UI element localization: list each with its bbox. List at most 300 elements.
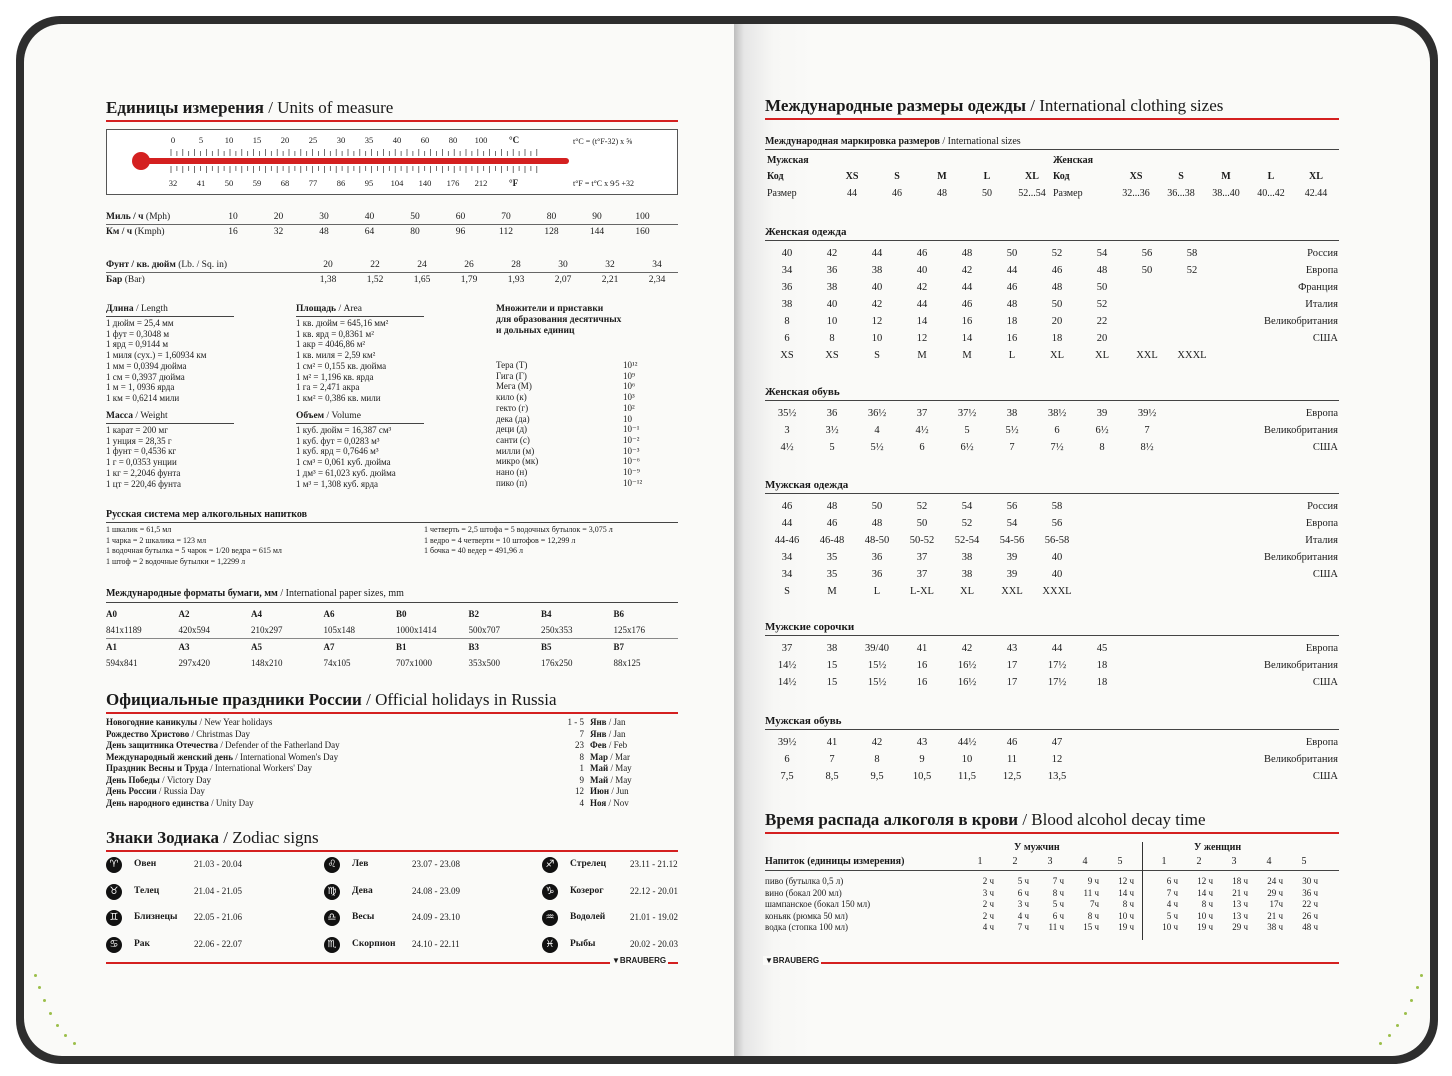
- women-clothes-cell: 58: [1186, 248, 1198, 259]
- zodiac-name: Водолей: [570, 912, 606, 922]
- mph-label: [106, 212, 170, 223]
- zodiac-dates: 24.10 - 22.11: [412, 938, 460, 949]
- decay-men-value: 19 ч: [1118, 922, 1134, 932]
- decay-women-label: У женщин: [1194, 842, 1242, 853]
- zodiac-8-icon: ♎: [324, 910, 340, 926]
- alcohol-item: 1 бочка = 40 ведер = 491,96 л: [424, 546, 524, 556]
- f-tick-label: 212: [474, 178, 488, 188]
- holiday-month: [590, 763, 632, 774]
- volume-item: 1 куб. фут = 0,0283 м³: [296, 435, 380, 446]
- mph-value: 40: [364, 212, 375, 222]
- men-shirts-cell: 14½: [777, 677, 797, 688]
- f-tick-label: 176: [446, 178, 460, 188]
- women-clothes-cell: 54: [1096, 248, 1108, 259]
- women-shoes-cell: 37: [916, 408, 928, 419]
- women-clothes-country: США: [1312, 333, 1338, 344]
- mph-value: 20: [273, 212, 284, 222]
- decay-women-value: 13 ч: [1232, 899, 1248, 909]
- decay-women-value: 8 ч: [1201, 899, 1213, 909]
- paper-cell: B3: [468, 642, 480, 652]
- women-shoes-title: Женская обувь: [765, 386, 840, 398]
- men-shirts-cell: 16: [916, 677, 928, 688]
- women-clothes-cell: 56: [1141, 248, 1153, 259]
- men-shirts-cell: 15½: [867, 677, 887, 688]
- women-clothes-cell: 14: [961, 333, 973, 344]
- women-size: 42.44: [1304, 188, 1328, 199]
- men-code-label: Код: [767, 171, 784, 182]
- women-size: 38...40: [1212, 188, 1240, 199]
- mph-value: 80: [546, 212, 557, 222]
- zodiac-dates: 24.08 - 23.09: [412, 885, 460, 896]
- men-shoes-cell: 11: [1006, 754, 1018, 765]
- prefix-value: 10⁻²: [623, 434, 640, 445]
- corner-dot: [43, 999, 46, 1002]
- kmh-value: 80: [410, 227, 420, 237]
- holiday-name-bold: Международный женский день: [106, 751, 233, 762]
- alcohol-item: 1 четверть = 2,5 штофа = 5 водочных бутылок = 3,075 л: [424, 525, 613, 534]
- intl-title-light: / International sizes: [939, 136, 1021, 147]
- f-tick-label: 86: [336, 178, 346, 188]
- women-label: Женская: [1053, 155, 1094, 166]
- holiday-name-light: / Unity Day: [208, 797, 254, 808]
- men-shoes-cell: 12,5: [1002, 771, 1022, 782]
- women-clothes-cell: L: [1008, 350, 1016, 361]
- men-shirts-cell: 17½: [1047, 677, 1067, 688]
- women-shoes-cell: 36½: [867, 408, 887, 419]
- length-rule: [106, 316, 234, 317]
- decay-men-value: 7 ч: [1017, 922, 1029, 932]
- zodiac-9-icon: ♒: [542, 910, 558, 926]
- zodiac-12-icon: ♓: [542, 937, 558, 953]
- area-item: 1 кв. дюйм = 645,16 мм²: [296, 318, 389, 328]
- men-clothes-cell: 52: [961, 518, 973, 529]
- zodiac-2-icon: ♌: [324, 857, 340, 873]
- decay-women-value: 26 ч: [1302, 910, 1318, 921]
- holidays-heading: [106, 690, 557, 710]
- left-footer-rule: [106, 962, 678, 964]
- area-title: [296, 304, 362, 315]
- zodiac-name: Скорпион: [352, 938, 396, 949]
- decay-rule: [765, 870, 1339, 871]
- paper-cell: B7: [613, 642, 625, 652]
- holiday-name-bold: Рождество Христово: [106, 728, 190, 739]
- decay-women-value: 18 ч: [1232, 876, 1248, 886]
- paper-cell: A1: [106, 642, 117, 652]
- women-clothes-cell: 44: [961, 282, 973, 293]
- paper-cell: 88x125: [613, 658, 641, 668]
- paper-title-light: / International paper sizes, mm: [277, 588, 404, 599]
- men-shirts-cell: 18: [1096, 677, 1108, 688]
- men-clothes-cell: 52-54: [954, 535, 980, 546]
- bar-value: 1,38: [319, 275, 337, 285]
- decay-men-label: У мужчин: [1014, 842, 1060, 853]
- men-shirts-cell: 37: [781, 643, 793, 654]
- corner-dot: [34, 974, 37, 977]
- men-clothes-cell: 54: [961, 501, 973, 512]
- decay-women-value: 19 ч: [1197, 922, 1213, 932]
- mass-title: [106, 411, 168, 422]
- decay-women-value: 30 ч: [1302, 876, 1318, 886]
- mass-item: 1 карат = 200 мг: [106, 425, 168, 435]
- zodiac-dates: 23.11 - 21.12: [630, 859, 678, 869]
- men-clothes-cell: 48-50: [864, 535, 890, 546]
- length-item: 1 км = 0,6214 мили: [106, 392, 180, 403]
- speed-divider: [106, 224, 678, 225]
- paper-cell: 1000x1414: [396, 625, 437, 635]
- women-clothes-cell: 12: [871, 316, 883, 327]
- holiday-month-light: / May: [608, 774, 632, 785]
- paper-cell: A3: [178, 642, 190, 652]
- corner-dot: [73, 1042, 76, 1045]
- right-footer-rule: [765, 962, 1339, 964]
- women-clothes-cell: XXL: [1136, 350, 1158, 361]
- women-clothes-cell: 50: [1051, 299, 1063, 310]
- area-item: 1 кв. ярд = 0,8361 м²: [296, 328, 374, 339]
- women-clothes-cell: 42: [871, 299, 883, 310]
- mass-title-bold: Масса: [106, 411, 134, 421]
- bar-value: 2,21: [601, 275, 619, 285]
- men-shirts-cell: 18: [1096, 660, 1108, 671]
- decay-women-num: 3: [1231, 856, 1237, 867]
- holiday-day: 8: [579, 751, 584, 762]
- men-shoes-cell: 11,5: [958, 771, 976, 782]
- zodiac-dates: 24.09 - 23.10: [412, 912, 460, 922]
- decay-men-num: 2: [1012, 856, 1018, 867]
- men-clothes-cell: 36: [871, 552, 883, 563]
- paper-cell: B5: [541, 642, 552, 652]
- zodiac-name: Лев: [352, 859, 369, 869]
- men-clothes-cell: 39: [1006, 552, 1018, 563]
- prefix-name: милли (м): [496, 445, 535, 456]
- holiday-month-bold: Май: [590, 763, 609, 773]
- decay-divider: [1142, 842, 1143, 940]
- women-clothes-title: Женская одежда: [765, 226, 847, 238]
- men-shoes-title: Мужская обувь: [765, 715, 842, 727]
- length-item: 1 миля (сух.) = 1,60934 км: [106, 350, 207, 361]
- women-clothes-cell: 52: [1051, 248, 1063, 259]
- prefix-name: дека (да): [496, 413, 530, 424]
- volume-title: [296, 411, 361, 422]
- men-clothes-country: Италия: [1305, 535, 1338, 546]
- f-tick-label: 104: [390, 178, 404, 188]
- holidays-heading-rule: [106, 712, 678, 714]
- decay-drink: водка (стопка 100 мл): [765, 922, 849, 932]
- decay-women-value: 7 ч: [1166, 887, 1178, 898]
- holiday-day: 9: [579, 774, 584, 785]
- men-clothes-cell: 46: [781, 501, 793, 512]
- zodiac-dates: 20.02 - 20.03: [630, 938, 678, 949]
- paper-title-bold: Международные форматы бумаги, мм: [106, 588, 278, 599]
- volume-title-light: / Volume: [324, 411, 361, 421]
- bar-value: 2,07: [554, 275, 572, 285]
- zodiac-name: Рак: [134, 938, 151, 949]
- men-shirts-cell: 42: [961, 643, 973, 654]
- men-clothes-cell: 37: [916, 569, 928, 580]
- men-clothes-country: Великобритания: [1264, 552, 1338, 563]
- kmh-value: 160: [635, 227, 650, 237]
- men-clothes-cell: 54-56: [999, 535, 1025, 546]
- men-clothes-cell: 36: [871, 569, 883, 580]
- zodiac-6-icon: ♑: [542, 884, 558, 900]
- kmh-value: 112: [499, 227, 513, 237]
- decay-men-value: 2 ч: [982, 910, 994, 921]
- women-code: XL: [1309, 171, 1323, 182]
- women-clothes-cell: S: [874, 350, 880, 361]
- c-tick-label: 0: [170, 135, 176, 145]
- men-shirts-cell: 16: [916, 660, 928, 671]
- notebook-cover: [16, 16, 1438, 1064]
- women-clothes-cell: 44: [916, 299, 928, 310]
- men-shirts-cell: 38: [826, 643, 838, 654]
- men-shirts-cell: 15½: [867, 660, 887, 671]
- women-clothes-cell: 10: [871, 333, 883, 344]
- men-clothes-cell: XXXL: [1042, 586, 1072, 597]
- prefix-name: кило (к): [496, 392, 527, 403]
- prefix-value: 10³: [623, 392, 635, 403]
- women-shoes-cell: 7: [1144, 425, 1150, 436]
- paper-cell: 74x105: [323, 658, 351, 668]
- prefix-value: 10⁹: [623, 370, 636, 381]
- area-title-light: / Area: [336, 304, 362, 314]
- decay-drink-header: Напиток (единицы измерения): [765, 856, 905, 867]
- psi-value: 24: [417, 260, 427, 270]
- decay-women-num: 5: [1301, 856, 1307, 867]
- bar-value: 1,65: [413, 275, 431, 285]
- paper-cell: 125x176: [613, 625, 645, 635]
- men-shoes-cell: 9,5: [870, 771, 884, 782]
- zodiac-name: Козерог: [570, 885, 604, 896]
- men-clothes-title: Мужская одежда: [765, 479, 849, 491]
- paper-cell: A4: [251, 609, 262, 619]
- decay-men-value: 4 ч: [982, 922, 994, 932]
- women-clothes-cell: M: [917, 350, 927, 361]
- men-code: M: [937, 171, 947, 182]
- women-clothes-cell: 14: [916, 316, 928, 327]
- zodiac-10-icon: ♋: [106, 937, 122, 953]
- decay-women-value: 22 ч: [1302, 899, 1318, 909]
- length-item: 1 фут = 0,3048 м: [106, 328, 170, 339]
- paper-rule: [106, 602, 678, 603]
- holiday-month: [590, 752, 630, 763]
- mass-rule: [106, 423, 234, 424]
- zodiac-4-icon: ♉: [106, 884, 122, 900]
- men-shirts-cell: 16½: [957, 660, 977, 671]
- women-clothes-cell: XXXL: [1177, 350, 1207, 361]
- men-clothes-cell: 54: [1006, 518, 1018, 529]
- holiday-month-bold: Ноя: [590, 797, 607, 808]
- women-clothes-cell: 40: [871, 282, 883, 293]
- holiday-name-light: / Defender of the Fatherland Day: [218, 740, 340, 750]
- paper-cell: 420x594: [178, 625, 210, 635]
- men-shoes-cell: 41: [826, 737, 838, 748]
- men-clothes-cell: 40: [1051, 552, 1063, 563]
- paper-cell: B6: [613, 609, 625, 619]
- area-rule: [296, 316, 424, 317]
- holiday-month-light: / Mar: [608, 751, 630, 762]
- paper-cell: 707x1000: [396, 658, 432, 668]
- prefix-name: санти (с): [496, 434, 530, 445]
- women-shoes-cell: 8: [1099, 442, 1105, 453]
- zodiac-heading-rule: [106, 850, 678, 852]
- decay-women-value: 48 ч: [1302, 922, 1318, 932]
- men-shoes-cell: 7: [829, 754, 835, 765]
- prefix-name: микро (мк): [496, 456, 539, 467]
- c-tick-label: 25: [308, 135, 318, 145]
- f-tick-label: 140: [418, 178, 432, 188]
- men-clothes-country: Россия: [1307, 501, 1338, 512]
- f-tick-label: 59: [252, 178, 262, 188]
- men-clothes-cell: 58: [1051, 501, 1063, 512]
- men-clothes-cell: L: [873, 586, 881, 597]
- women-shoes-cell: 4½: [780, 442, 794, 453]
- volume-item: 1 дм³ = 61,023 куб. дюйма: [296, 467, 396, 478]
- women-shoes-cell: 4: [874, 425, 880, 436]
- units-heading-rule: [106, 120, 678, 122]
- women-size: 32...36: [1122, 188, 1150, 199]
- holiday-month-light: / May: [608, 763, 632, 773]
- holiday-name-bold: День Победы: [106, 774, 160, 785]
- decay-women-value: 10 ч: [1197, 910, 1213, 921]
- women-clothes-cell: 42: [826, 248, 838, 259]
- holiday-name: [106, 775, 211, 786]
- paper-cell: B0: [396, 609, 407, 619]
- length-item: 1 ярд = 0,9144 м: [106, 339, 169, 350]
- corner-dot: [1420, 974, 1423, 977]
- women-clothes-cell: 36: [781, 282, 793, 293]
- zodiac-dates: 22.05 - 21.06: [194, 912, 242, 922]
- corner-dot: [1410, 999, 1413, 1002]
- thermometer-bar: [137, 158, 569, 164]
- decay-men-num: 5: [1117, 856, 1123, 867]
- women-clothes-cell: 36: [826, 265, 838, 276]
- holiday-month-light: / Jan: [606, 728, 626, 739]
- women-shoes-cell: 4½: [915, 425, 929, 436]
- zodiac-name: Весы: [352, 912, 375, 922]
- decay-women-value: 10 ч: [1162, 922, 1178, 932]
- prefix-name: Гига (Г): [496, 370, 527, 381]
- kmh-label: [106, 227, 165, 238]
- women-shoes-cell: 6½: [1095, 425, 1109, 436]
- holiday-name-bold: Праздник Весны и Труда: [106, 763, 208, 773]
- holiday-day: 4: [579, 797, 584, 808]
- women-clothes-cell: 18: [1006, 316, 1018, 327]
- decay-heading-en: / Blood alcohol decay time: [1018, 810, 1206, 829]
- women-size-label: Размер: [1053, 188, 1083, 199]
- psi-value: 30: [558, 260, 568, 270]
- holiday-name: [106, 798, 254, 809]
- women-code: L: [1267, 171, 1275, 182]
- men-clothes-cell: 44: [781, 518, 793, 529]
- holidays-heading-ru: Официальные праздники России: [106, 690, 362, 709]
- women-size: 36...38: [1167, 188, 1195, 199]
- men-clothes-cell: 35: [826, 552, 838, 563]
- women-code: XS: [1129, 171, 1143, 182]
- volume-item: 1 куб. ярд = 0,7646 м³: [296, 446, 379, 457]
- mass-title-light: / Weight: [133, 411, 168, 421]
- decay-women-value: 5 ч: [1166, 910, 1178, 921]
- zodiac-name: Овен: [134, 859, 157, 869]
- decay-men-value: 3 ч: [982, 887, 994, 898]
- paper-mid-rule: [106, 638, 678, 639]
- women-clothes-cell: 48: [1006, 299, 1018, 310]
- c-tick-label: 15: [252, 135, 262, 145]
- men-shirts-cell: 16½: [957, 677, 977, 688]
- men-shirts-country: США: [1312, 677, 1338, 688]
- women-clothes-cell: 18: [1051, 333, 1063, 344]
- men-shirts-cell: 15: [826, 660, 838, 671]
- women-shoes-rule: [765, 400, 1339, 401]
- zodiac-name: Стрелец: [570, 859, 607, 869]
- area-title-bold: Площадь: [296, 304, 337, 314]
- men-shirts-cell: 43: [1006, 643, 1018, 654]
- volume-title-bold: Объем: [296, 411, 325, 421]
- women-shoes-cell: 5½: [870, 442, 884, 453]
- mph-label-bold: Миль / ч: [106, 212, 144, 222]
- holiday-day: 23: [575, 740, 584, 750]
- men-clothes-cell: 44-46: [774, 535, 800, 546]
- corner-dot: [1404, 1012, 1407, 1015]
- f-tick-label: 32: [168, 178, 178, 188]
- decay-women-value: 17ч: [1269, 899, 1283, 909]
- decay-men-value: 2 ч: [982, 899, 994, 909]
- prefix-values: [623, 360, 642, 488]
- decay-men-value: 8 ч: [1122, 899, 1134, 909]
- alcohol-item: 1 водочная бутылка = 5 чарок = 1/20 ведра = 615 мл: [106, 546, 282, 556]
- women-clothes-cell: 48: [961, 248, 973, 259]
- zodiac-dates: 21.03 - 20.04: [194, 859, 242, 869]
- c-formula: t°C = (t°F-32) x ⅝: [573, 137, 633, 146]
- c-unit-label: °C: [509, 135, 520, 145]
- length-item: 1 м = 1, 0936 ярда: [106, 382, 175, 393]
- alcohol-item: 1 штоф = 2 водочные бутылки = 1,2299 л: [106, 557, 246, 567]
- zodiac-name: Близнецы: [134, 912, 178, 922]
- women-clothes-cell: 16: [961, 316, 973, 327]
- women-clothes-cell: 46: [961, 299, 973, 310]
- men-clothes-cell: 48: [826, 501, 838, 512]
- zodiac-dates: 21.01 - 19.02: [630, 912, 678, 922]
- units-heading-ru: Единицы измерения: [106, 98, 264, 117]
- sizes-heading: [765, 96, 1223, 116]
- area-item: 1 м² = 1,196 кв. ярда: [296, 371, 374, 382]
- men-clothes-cell: XL: [960, 586, 974, 597]
- women-clothes-cell: 40: [781, 248, 793, 259]
- men-shoes-country: Великобритания: [1264, 754, 1338, 765]
- women-clothes-cell: XS: [780, 350, 794, 361]
- men-clothes-cell: 46: [826, 518, 838, 529]
- paper-cell: 148x210: [251, 658, 283, 668]
- men-shoes-cell: 39½: [777, 737, 797, 748]
- c-tick-label: 60: [420, 135, 430, 145]
- women-clothes-country: Россия: [1307, 248, 1338, 259]
- holiday-month-bold: Июн: [590, 786, 610, 796]
- decay-drink: шампанское (бокал 150 мл): [765, 899, 871, 909]
- prefix-value: 10¹²: [623, 360, 638, 370]
- women-shoes-cell: 5: [964, 425, 970, 436]
- men-shirts-country: Великобритания: [1264, 660, 1338, 671]
- men-clothes-cell: 52: [916, 501, 928, 512]
- men-shirts-country: Европа: [1305, 643, 1338, 654]
- paper-cell: A6: [323, 609, 335, 619]
- kmh-label-bold: Км / ч: [106, 227, 133, 237]
- paper-cell: B1: [396, 642, 407, 652]
- women-clothes-cell: 52: [1186, 265, 1198, 276]
- men-shoes-country: Европа: [1305, 737, 1338, 748]
- decay-men-value: 11 ч: [1048, 922, 1064, 932]
- women-shoes-cell: 5½: [1005, 425, 1019, 436]
- c-tick-label: 30: [336, 135, 346, 145]
- alcohol-item: 1 ведро = 4 четверти = 10 штофов = 12,299 л: [424, 535, 576, 545]
- holiday-month: [590, 786, 629, 797]
